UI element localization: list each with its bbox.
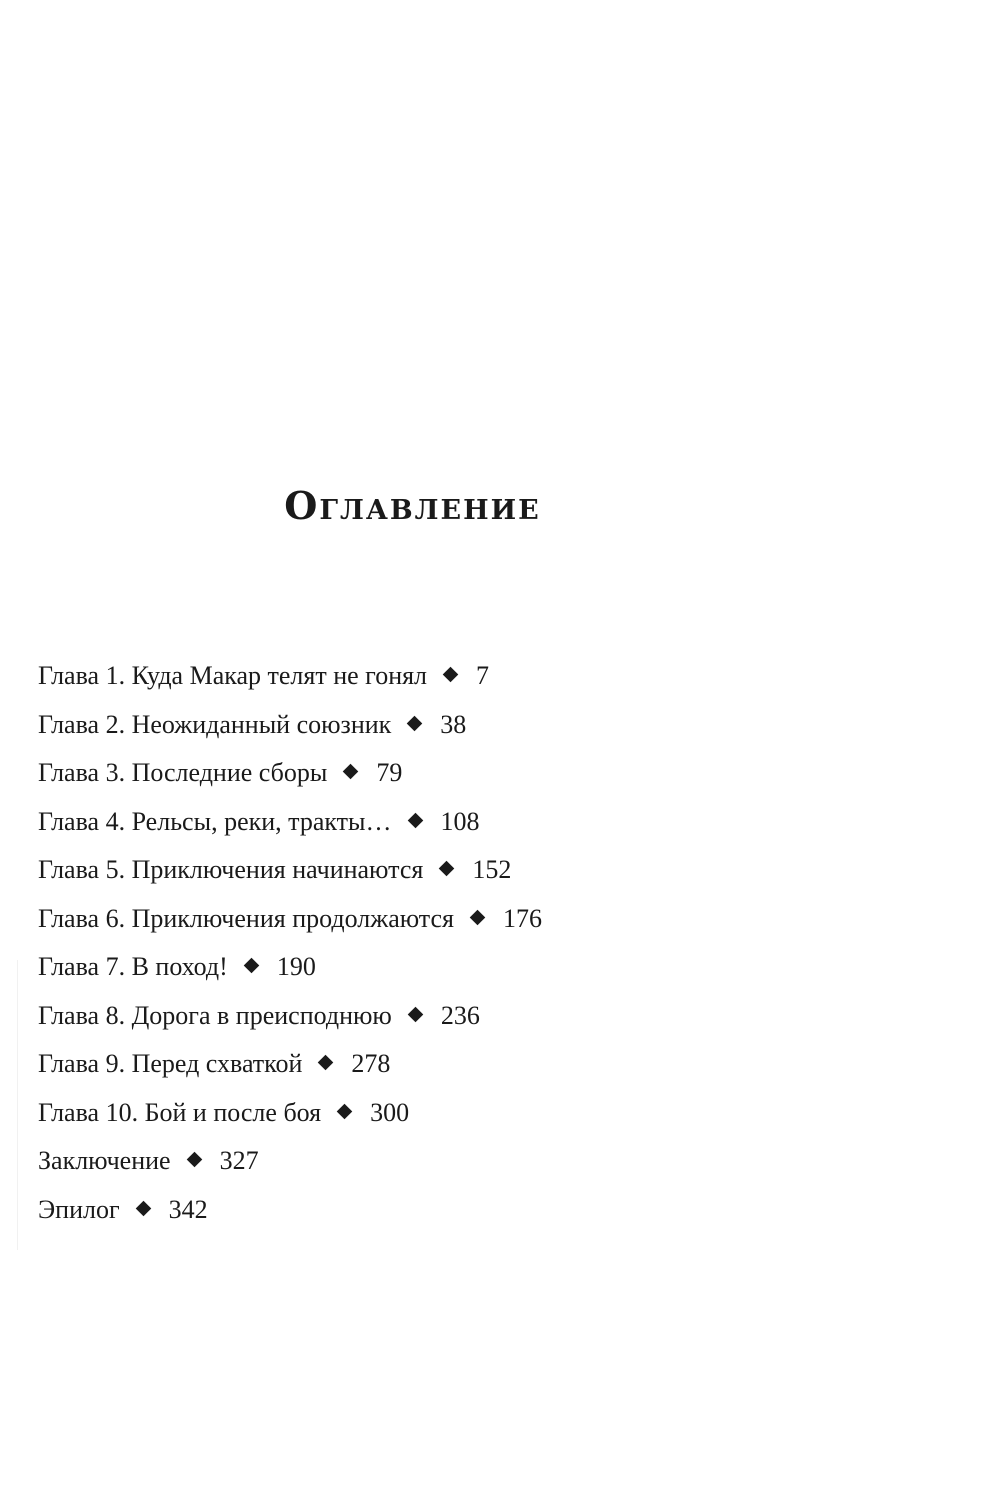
diamond-icon — [186, 1152, 202, 1168]
toc-entry-page: 176 — [503, 903, 542, 933]
toc-entry-label: Глава 6. Приключения продолжаются — [38, 903, 454, 933]
toc-entry-label: Глава 3. Последние сборы — [38, 758, 328, 787]
toc-entry-page: 300 — [370, 1097, 410, 1127]
toc-entry[interactable] — [38, 992, 542, 1041]
toc-entry[interactable] — [38, 846, 542, 895]
toc-entry[interactable] — [38, 1040, 542, 1089]
diamond-icon — [244, 958, 260, 974]
table-of-contents — [38, 652, 542, 1234]
toc-entry[interactable] — [38, 943, 542, 992]
toc-entry-label: Глава 1. Куда Макар телят не гонял — [38, 661, 428, 690]
toc-entry-label: Глава 5. Приключения начинаются — [38, 855, 424, 884]
toc-entry-page: 79 — [376, 758, 403, 787]
diamond-icon — [318, 1055, 334, 1071]
page-edge-shadow — [17, 960, 18, 1250]
toc-entry[interactable] — [38, 1137, 542, 1186]
toc-entry-page: 278 — [351, 1049, 391, 1078]
toc-entry-label: Глава 4. Рельсы, реки, тракты… — [38, 806, 392, 836]
toc-entry-page: 342 — [168, 1194, 208, 1224]
toc-entry-page: 38 — [440, 709, 467, 739]
diamond-icon — [407, 812, 423, 828]
toc-entry[interactable] — [38, 749, 542, 798]
toc-entry-label: Глава 7. В поход! — [38, 952, 228, 981]
page-title: Оглавление — [284, 483, 541, 529]
diamond-icon — [135, 1200, 151, 1216]
toc-entry[interactable] — [38, 701, 542, 750]
toc-entry[interactable] — [38, 1089, 542, 1138]
diamond-icon — [408, 1006, 424, 1022]
toc-entry[interactable] — [38, 895, 542, 944]
toc-entry-page: 108 — [440, 806, 480, 836]
diamond-icon — [407, 715, 423, 731]
toc-entry-page: 7 — [476, 661, 490, 690]
diamond-icon — [443, 667, 459, 683]
toc-entry-label: Глава 9. Перед схваткой — [38, 1049, 303, 1078]
toc-entry[interactable] — [38, 798, 542, 847]
toc-entry-label: Глава 2. Неожиданный союзник — [38, 709, 392, 739]
toc-entry-page: 152 — [472, 855, 512, 884]
toc-entry-label: Эпилог — [38, 1194, 120, 1224]
toc-entry-label: Глава 10. Бой и после боя — [38, 1097, 322, 1127]
toc-entry[interactable] — [38, 652, 542, 701]
toc-entry-page: 236 — [440, 1000, 480, 1030]
toc-entry-page: 327 — [219, 1146, 259, 1175]
diamond-icon — [439, 861, 455, 877]
diamond-icon — [470, 909, 486, 925]
toc-entry-label: Глава 8. Дорога в преисподнюю — [38, 1000, 392, 1030]
toc-entry-page: 190 — [276, 952, 316, 981]
toc-entry[interactable] — [38, 1186, 542, 1235]
diamond-icon — [343, 764, 359, 780]
toc-entry-label: Заключение — [38, 1146, 171, 1175]
diamond-icon — [337, 1103, 353, 1119]
